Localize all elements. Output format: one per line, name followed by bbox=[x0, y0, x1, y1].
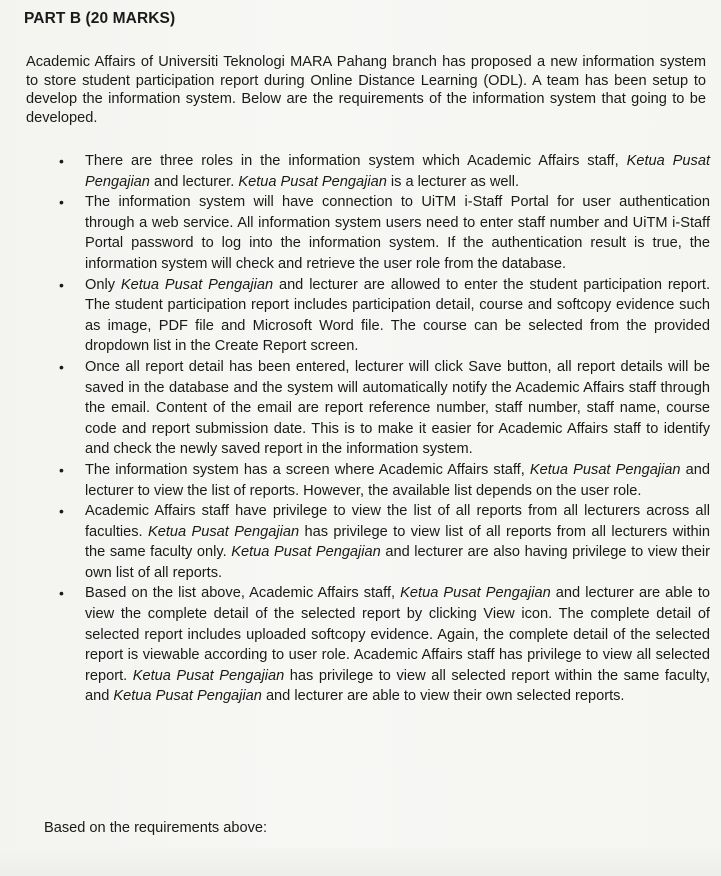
section-heading: PART B (20 MARKS) bbox=[24, 10, 176, 27]
requirement-text: Only Ketua Pusat Pengajian and lecturer are allowed to enter the student participation report. The student participation report includes participation detail, course and softcopy evidence such as image, PDF file and Microsoft Word file. The course can be selected from the provided dropdown list in the Create Report screen. bbox=[85, 276, 711, 355]
requirement-item bbox=[50, 275, 710, 357]
requirement-item bbox=[50, 357, 710, 460]
requirement-text: Once all report detail has been entered, lecturer will click Save button, all report details will be saved in the database and the system will automatically notify the Academic Affairs staff through the email. Content of the email are report reference number, staff number, staff name, course code and report submission date. This is to make it easier for Academic Affairs staff to identify and check the newly saved report in the information system. bbox=[85, 358, 710, 458]
closing-line: Based on the requirements above: bbox=[44, 820, 268, 836]
requirement-item bbox=[50, 151, 710, 192]
page-bottom-edge bbox=[0, 848, 721, 876]
requirement-text: The information system will have connection to UiTM i-Staff Portal for user authentication through a web service. All information system users need to enter staff number and UiTM i-Staff Portal password to log into the information system. If the authentication result is true, the information system will check and retrieve the user role from the database. bbox=[85, 194, 710, 272]
bullet-icon: • bbox=[59, 276, 64, 293]
requirement-text: There are three roles in the information system which Academic Affairs staff, Ketua Pusat Pengajian and lecturer. Ketua Pusat Pengajian is a lecturer as well. bbox=[85, 153, 710, 190]
requirement-item bbox=[50, 192, 710, 274]
bullet-icon: • bbox=[59, 585, 64, 602]
bullet-icon: • bbox=[59, 194, 64, 211]
requirement-item bbox=[50, 583, 710, 707]
requirement-text: The information system has a screen where Academic Affairs staff, Ketua Pusat Pengajian and lecturer to view the list of reports. However, the available list depends on the user role. bbox=[85, 461, 711, 499]
bullet-icon: • bbox=[59, 461, 64, 478]
bullet-icon: • bbox=[59, 358, 64, 375]
requirement-text: Based on the list above, Academic Affairs staff, Ketua Pusat Pengajian and lecturer are able to view the complete detail of the selected report by clicking View icon. The complete detail of selected report includes uploaded softcopy evidence. Again, the complete detail of the selected report is viewable according to user role. Academic Affairs staff has privilege to view all selected report. Ketua Pusat Pengajian has privilege to view all selected report within the same faculty, and Ketua Pusat Pengajian and lecturer are able to view their own selected reports. bbox=[85, 585, 711, 705]
intro-paragraph: Academic Affairs of Universiti Teknologi MARA Pahang branch has proposed a new information system to store student participation report during Online Distance Learning (ODL). A team has been setup to develop the information system. Below are the requirements of the information system that going to be developed. bbox=[26, 54, 706, 126]
bullet-icon: • bbox=[59, 153, 64, 169]
bullet-icon: • bbox=[59, 503, 64, 520]
requirement-item bbox=[50, 460, 710, 501]
requirement-text: Academic Affairs staff have privilege to view the list of all reports from all lecturers across all faculties. Ketua Pusat Pengajian has privilege to view list of all reports from all lecturers within the same faculty only. Ketua Pusat Pengajian and lecturer are also having privilege to view their own list of all reports. bbox=[85, 503, 711, 581]
requirement-item bbox=[50, 501, 710, 583]
requirements-list bbox=[50, 151, 710, 707]
